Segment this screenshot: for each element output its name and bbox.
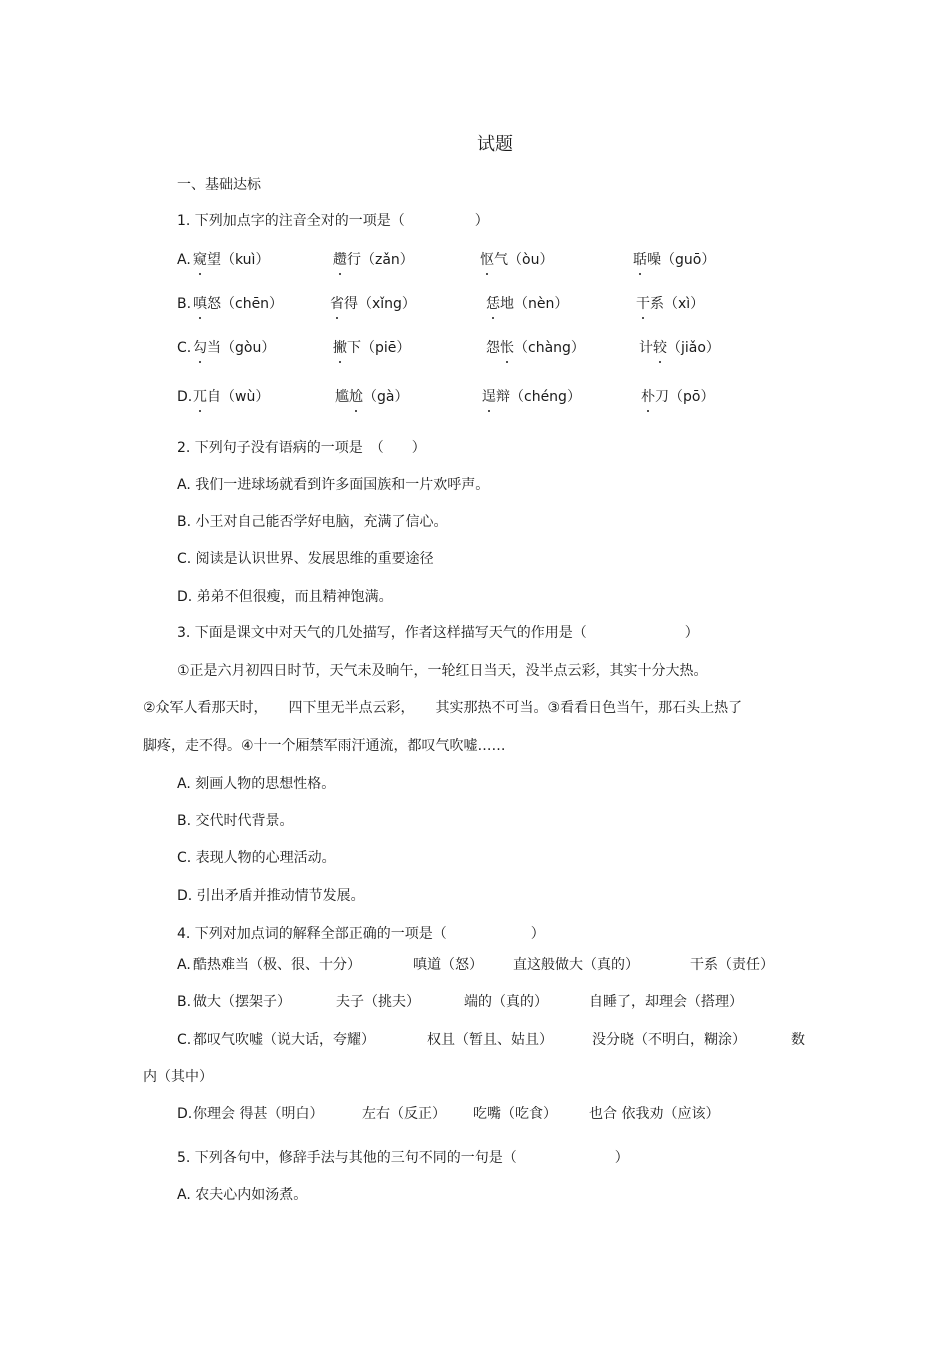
option-letter: D. — [177, 1106, 193, 1122]
option-term — [636, 295, 704, 313]
term-rest: 自（wù） — [207, 389, 270, 405]
term-rest: 气（òu） — [494, 252, 554, 268]
option-term — [486, 339, 585, 357]
term-rest: 望（kuì） — [207, 252, 270, 268]
term-rest: 地（nèn） — [500, 296, 569, 312]
option-letter: A. — [177, 957, 191, 973]
term-rest: 系（xì） — [650, 296, 705, 312]
term-rest: （gà） — [363, 389, 409, 405]
dotted-char: 省 — [330, 296, 344, 312]
term-rest: 噪（guō） — [647, 252, 716, 268]
dotted-char: 趱 — [333, 252, 347, 268]
dotted-char: 逞 — [482, 389, 496, 405]
term-rest: 当（gòu） — [207, 340, 276, 356]
option-term: 酷热难当（极、很、十分） — [193, 957, 361, 973]
dotted-char: 朴 — [641, 389, 655, 405]
option-term — [641, 388, 714, 406]
term-rest: （jiǎo） — [667, 340, 720, 356]
option-letter: B. — [177, 994, 192, 1010]
option-term: 权且（暂且、姑且） — [427, 1032, 553, 1048]
option-term: 左右（反正） — [362, 1106, 446, 1122]
dotted-char: 尬 — [349, 389, 363, 405]
question-3-passage-line: 脚疼，走不得。④十一个厢禁军雨汗通流，都叹气吹嘘…… — [143, 738, 506, 754]
question-2-stem: 2. 下列句子没有语病的一项是 （ ） — [177, 440, 426, 456]
question-5-stem: 5. 下列各句中，修辞手法与其他的三句不同的一句是（ ） — [177, 1150, 629, 1166]
option-term — [193, 339, 275, 357]
question-1-stem: 1. 下列加点字的注音全对的一项是（ ） — [177, 213, 489, 229]
option-term — [193, 295, 283, 313]
term-rest: 刀（pō） — [655, 389, 715, 405]
term-start: 怨 — [486, 340, 500, 356]
option-term — [335, 388, 408, 406]
term-rest: 怒（chēn） — [207, 296, 284, 312]
option-term: 你理会 得甚（明白） — [193, 1106, 324, 1122]
option-term: 干系（责任） — [690, 957, 774, 973]
option-letter: B. — [177, 296, 192, 312]
section-heading: 一、基础达标 — [177, 177, 261, 193]
option-term: 数 — [791, 1032, 805, 1048]
question-3-passage-line: ②众军人看那天时， 四下里无半点云彩， 其实那热不可当。③看看日色当午，那石头上热了 — [143, 700, 743, 716]
option-term: 吃嘴（吃食） — [473, 1106, 557, 1122]
question-2-option-a: A. 我们一进球场就看到许多面国族和一片欢呼声。 — [177, 477, 490, 493]
question-2-option-d: D. 弟弟不但很瘦，而且精神饱满。 — [177, 589, 393, 605]
question-3-option-b: B. 交代时代背景。 — [177, 813, 294, 829]
option-term: 都叹气吹嘘（说大话，夸耀） — [193, 1032, 375, 1048]
question-2-option-c: C. 阅读是认识世界、发展思维的重要途径 — [177, 551, 434, 567]
dotted-char: 怅 — [500, 340, 514, 356]
dotted-char: 干 — [636, 296, 650, 312]
term-rest: 下（piē） — [347, 340, 411, 356]
dotted-char: 撇 — [333, 340, 347, 356]
term-rest: 得（xǐng） — [344, 296, 416, 312]
question-3-option-c: C. 表现人物的心理活动。 — [177, 850, 336, 866]
dotted-char: 勾 — [193, 340, 207, 356]
option-term — [633, 251, 715, 269]
question-4-stem: 4. 下列对加点词的解释全部正确的一项是（ ） — [177, 926, 545, 942]
option-term: 嗔道（怒） — [413, 957, 483, 973]
dotted-char: 怄 — [480, 252, 494, 268]
option-term: 夫子（挑夫） — [336, 994, 420, 1010]
question-3-passage-line: ①正是六月初四日时节，天气未及晌午，一轮红日当天，没半点云彩，其实十分大热。 — [177, 663, 708, 679]
option-term: 没分晓（不明白，糊涂） — [592, 1032, 746, 1048]
dotted-char: 兀 — [193, 389, 207, 405]
option-letter: A. — [177, 252, 191, 268]
option-letter: C. — [177, 340, 192, 356]
term-start: 尴 — [335, 389, 349, 405]
option-term — [333, 339, 410, 357]
option-term: 端的（真的） — [464, 994, 548, 1010]
question-3-option-d: D. 引出矛盾并推动情节发展。 — [177, 888, 365, 904]
question-5-option-a: A. 农夫心内如汤煮。 — [177, 1187, 308, 1203]
question-3-stem: 3. 下面是课文中对天气的几处描写，作者这样描写天气的作用是（ ） — [177, 625, 699, 641]
term-rest: 行（zǎn） — [347, 252, 414, 268]
option-term — [486, 295, 568, 313]
option-term: 自睡了，却理会（搭理） — [589, 994, 743, 1010]
option-term — [330, 295, 416, 313]
option-term: 做大（摆架子） — [193, 994, 291, 1010]
term-start: 计 — [639, 340, 653, 356]
option-term — [193, 251, 269, 269]
option-term: 也合 依我劝（应该） — [589, 1106, 720, 1122]
question-2-option-b: B. 小王对自己能否学好电脑，充满了信心。 — [177, 514, 448, 530]
option-term — [333, 251, 414, 269]
option-term — [639, 339, 720, 357]
dotted-char: 恁 — [486, 296, 500, 312]
dotted-char: 窥 — [193, 252, 207, 268]
dotted-char: 聒 — [633, 252, 647, 268]
option-letter: D. — [177, 389, 193, 405]
option-term: 直这般做大（真的） — [513, 957, 639, 973]
question-4-row-c-continued: 内（其中） — [143, 1069, 213, 1085]
dotted-char: 较 — [653, 340, 667, 356]
option-term — [482, 388, 581, 406]
option-term — [480, 251, 553, 269]
page-title: 试题 — [477, 134, 513, 155]
dotted-char: 嗔 — [193, 296, 207, 312]
term-rest: 辩（chéng） — [496, 389, 581, 405]
question-3-option-a: A. 刻画人物的思想性格。 — [177, 776, 336, 792]
option-term — [193, 388, 269, 406]
option-letter: C. — [177, 1032, 192, 1048]
term-rest: （chàng） — [514, 340, 585, 356]
